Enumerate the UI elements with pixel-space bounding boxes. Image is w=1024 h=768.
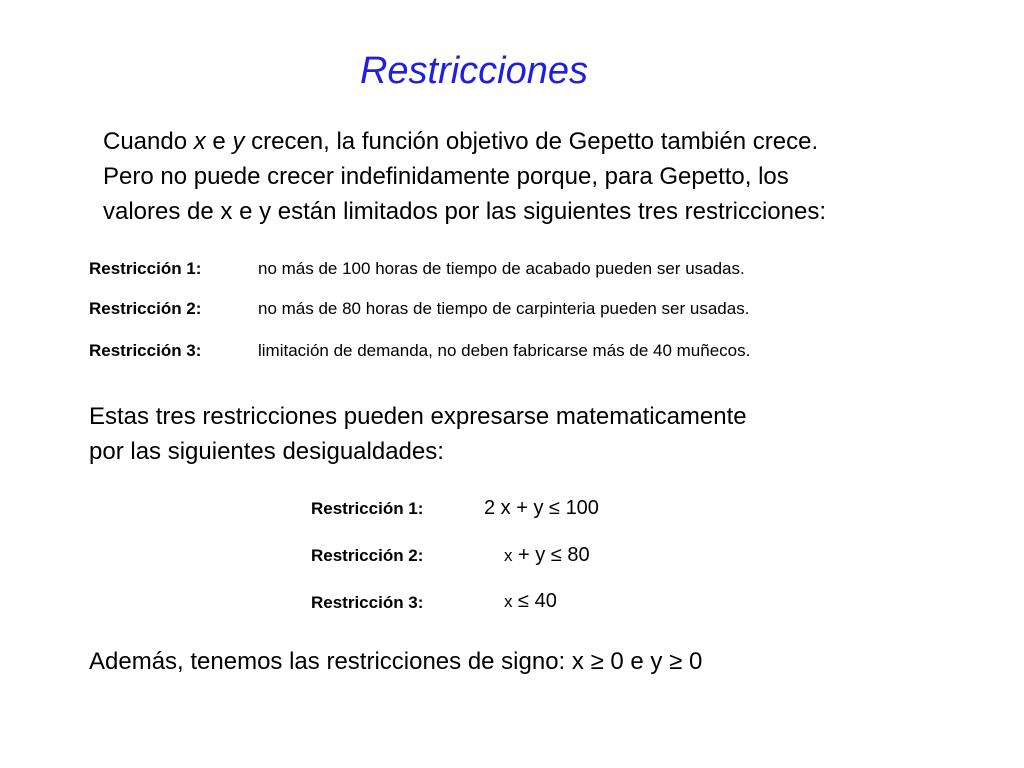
intro-text: crecen, la función objetivo de Gepetto también crece. xyxy=(244,128,819,155)
expression-paragraph-line-1: Estas tres restricciones pueden expresarse matematicamente xyxy=(89,403,747,430)
sign-constraints: Además, tenemos las restricciones de signo: x ≥ 0 e y ≥ 0 xyxy=(89,648,703,675)
inequality-2-formula xyxy=(504,544,590,567)
variable-x: x xyxy=(193,128,206,155)
inequality-3-expression: ≤ 40 xyxy=(512,590,557,612)
inequality-2-variable: x xyxy=(504,546,513,565)
intro-line-3: valores de x e y están limitados por las siguientes tres restricciones: xyxy=(103,198,826,225)
slide-title: Restricciones xyxy=(359,50,589,92)
intro-text: Cuando xyxy=(103,128,194,155)
inequality-1-expression: 2 x + y ≤ 100 xyxy=(484,497,599,519)
intro-line-1 xyxy=(103,124,818,159)
intro-line-2: Pero no puede crecer indefinidamente porque, para Gepetto, los xyxy=(103,163,789,190)
restriction-3-label: Restricción 3: xyxy=(89,341,202,360)
inequality-3-variable: x xyxy=(504,592,513,611)
inequality-2-expression: + y ≤ 80 xyxy=(512,544,590,566)
restriction-3-text: limitación de demanda, no deben fabricarse más de 40 muñecos. xyxy=(258,341,751,360)
variable-y: y xyxy=(232,128,245,155)
restriction-1-text: no más de 100 horas de tiempo de acabado pueden ser usadas. xyxy=(258,259,745,278)
restriction-2-text: no más de 80 horas de tiempo de carpinteria pueden ser usadas. xyxy=(258,299,750,318)
restriction-1-label: Restricción 1: xyxy=(89,259,202,278)
inequality-1-label: Restricción 1: xyxy=(311,499,424,518)
inequality-2-label: Restricción 2: xyxy=(311,546,424,565)
expression-paragraph-line-2: por las siguientes desigualdades: xyxy=(89,438,444,465)
intro-text: e xyxy=(205,128,233,155)
inequality-3-formula xyxy=(504,590,557,613)
restriction-2-label: Restricción 2: xyxy=(89,299,202,318)
inequality-3-label: Restricción 3: xyxy=(311,593,424,612)
